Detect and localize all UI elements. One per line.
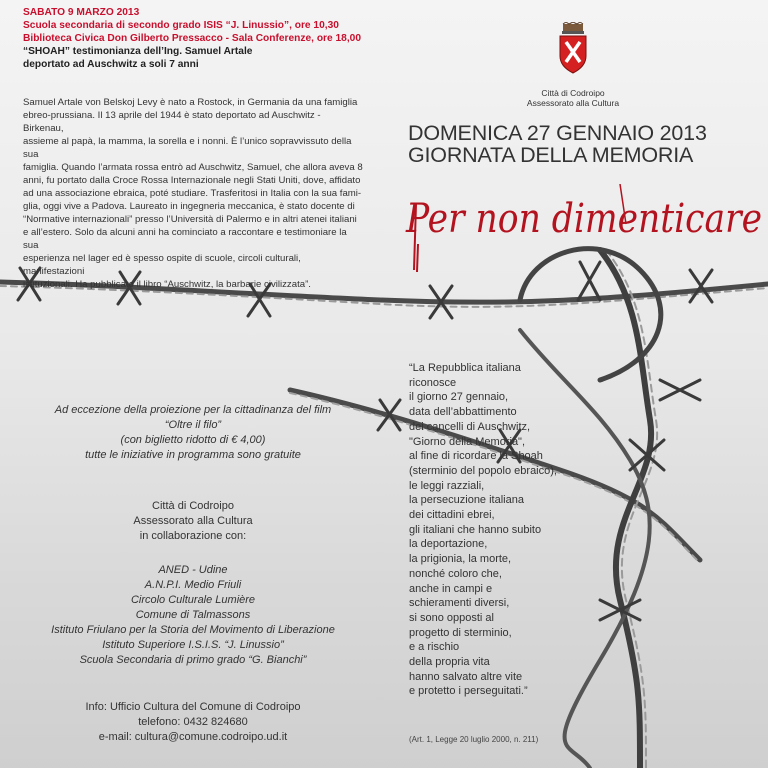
quote-line: il giorno 27 gennaio, <box>409 391 509 404</box>
law-citation: (Art. 1, Legge 20 luglio 2000, n. 211) <box>409 735 539 744</box>
free-entry-notice <box>20 403 366 463</box>
quote-line: schieramenti diversi, <box>409 597 510 610</box>
partner-item: Circolo Culturale Lumière <box>130 594 256 606</box>
event-header <box>23 6 363 71</box>
partner-item: ANED - Udine <box>158 564 228 576</box>
slogan-per-non-dimenticare <box>402 184 768 274</box>
event-line-subtitle: deportato ad Auschwitz a soli 7 anni <box>23 59 199 70</box>
bio-line: esperienza nel lager ed è spesso ospite di scuole, circoli culturali, manifestazioni <box>23 253 301 277</box>
info-phone: telefono: 0432 824680 <box>138 716 248 728</box>
bio-line: ebreo-prussiana. Il 13 aprile del 1944 è stato deportato ad Auschwitz - Birkenau, <box>23 110 321 134</box>
headline <box>408 122 768 166</box>
bio-line: e all’estero. Solo da alcuni anni ha cominciato a raccontare e testimoniare la sua <box>23 227 347 251</box>
bio-line: assieme al papà, la mamma, la sorella e i nonni. È l’unico sopravvissuto della sua <box>23 136 352 160</box>
organizer-line: Città di Codroipo <box>152 500 234 512</box>
quote-line: le leggi razziali, <box>409 479 485 492</box>
speaker-biography <box>23 96 363 291</box>
quote-line: gli italiani che hanno subito <box>409 523 542 536</box>
quote-line: la persecuzione italiana <box>409 494 524 507</box>
bio-line: istituzionali. Ha pubblicato il libro “Auschwitz, la barbarie civilizzata”. <box>23 279 311 290</box>
logo-caption-dept: Assessorato alla Cultura <box>526 98 620 108</box>
quote-line: “La Repubblica italiana <box>409 362 521 374</box>
quote-line: anche in campi e <box>409 582 493 595</box>
bio-line: glia, oggi vive a Padova. Laureato in ingegneria meccanica, è stato docente di <box>23 201 355 212</box>
quote-line: la deportazione, <box>409 538 488 551</box>
quote-line: la prigionia, la morte, <box>409 553 512 566</box>
partner-item: A.N.P.I. Medio Friuli <box>144 579 242 591</box>
quote-line: (sterminio del popolo ebraico), <box>409 464 557 477</box>
notice-line: Ad eccezione della proiezione per la cittadinanza del film <box>54 404 332 416</box>
bio-line: anni, fu portato dalla Croce Rossa Internazionale negli Stati Uniti, dove, affidato <box>23 175 361 186</box>
quote-line: "Giorno della Memoria", <box>409 435 526 448</box>
organizer-block <box>20 499 366 544</box>
partner-item: Istituto Superiore I.S.I.S. “J. Linussio” <box>102 639 284 651</box>
event-line-school: Scuola secondaria di secondo grado ISIS “J. Linussio”, ore 10,30 <box>23 20 339 31</box>
bio-line: “Normative internazionali” presso l’Università di Palermo e in altri atenei italiani <box>23 214 357 225</box>
notice-line: “Oltre il filo” <box>164 419 222 431</box>
notice-line: tutte le iniziative in programma sono gratuite <box>85 449 301 461</box>
codroipo-coat-of-arms-icon <box>557 22 589 74</box>
quote-line: dei cittadini ebrei, <box>409 509 495 522</box>
headline-date: DOMENICA 27 GENNAIO 2013 <box>408 121 707 145</box>
quote-line: e a rischio <box>409 641 460 654</box>
event-date: SABATO 9 MARZO 2013 <box>23 7 140 18</box>
quote-line: e protetto i perseguitati.” <box>409 685 528 698</box>
slogan-text: Per non dimenticare <box>405 196 762 242</box>
contact-info <box>20 700 366 745</box>
logo-caption <box>500 88 646 108</box>
logo-caption-city: Città di Codroipo <box>541 88 605 98</box>
quote-line: nonché coloro che, <box>409 567 502 580</box>
info-office: Info: Ufficio Cultura del Comune di Codroipo <box>85 701 301 713</box>
bio-line: famiglia. Quando l’armata rossa entrò ad Auschwitz, Samuel, che allora aveva 8 <box>23 162 363 173</box>
event-line-title: “SHOAH” testimonianza dell’Ing. Samuel Artale <box>23 46 253 57</box>
organizer-line: in collaborazione con: <box>139 530 247 542</box>
quote-line: al fine di ricordare la Shoah <box>409 450 543 463</box>
partner-item: Comune di Talmassons <box>135 609 251 621</box>
law-quote <box>409 361 579 699</box>
quote-line: hanno salvato altre vite <box>409 670 523 683</box>
quote-line: data dell’abbattimento <box>409 406 517 419</box>
quote-line: si sono opposti al <box>409 611 494 624</box>
quote-line: dei cancelli di Auschwitz, <box>409 420 531 433</box>
headline-title: GIORNATA DELLA MEMORIA <box>408 143 694 167</box>
info-email[interactable]: e-mail: cultura@comune.codroipo.ud.it <box>98 731 288 743</box>
partner-item: Istituto Friulano per la Storia del Movimento di Liberazione <box>51 624 335 636</box>
partners-list <box>20 563 366 668</box>
event-line-library: Biblioteca Civica Don Gilberto Pressacco - Sala Conferenze, ore 18,00 <box>23 33 362 44</box>
bio-line: Samuel Artale von Belskoj Levy è nato a Rostock, in Germania da una famiglia <box>23 97 358 108</box>
bio-line: ad una associazione ebraica, poté studiare. Trasferitosi in Italia con la sua fami- <box>23 188 362 199</box>
quote-line: progetto di sterminio, <box>409 626 512 639</box>
notice-line: (con biglietto ridotto di € 4,00) <box>120 434 266 446</box>
organizer-line: Assessorato alla Cultura <box>133 515 253 527</box>
partner-item: Scuola Secondaria di primo grado “G. Bianchi” <box>79 654 307 666</box>
quote-line: riconosce <box>409 376 457 389</box>
quote-line: della propria vita <box>409 656 490 669</box>
